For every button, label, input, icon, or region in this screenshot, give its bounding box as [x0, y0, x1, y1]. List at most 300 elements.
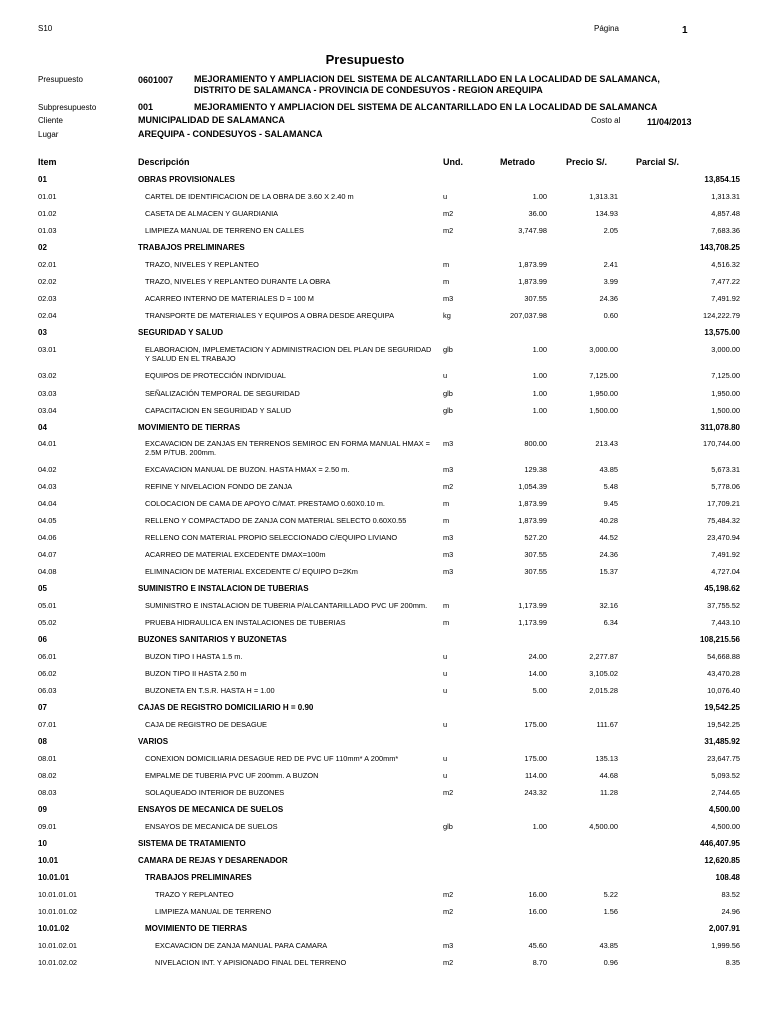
- parcial-cell: 1,500.00: [711, 406, 740, 415]
- unit-cell: u: [443, 754, 448, 763]
- parcial-cell: 8.35: [725, 958, 740, 967]
- table-row: [0, 260, 768, 277]
- unit-cell: [443, 423, 498, 439]
- precio-cell: 213.43: [595, 439, 618, 448]
- presupuesto-description: MEJORAMIENTO Y AMPLIACION DEL SISTEMA DE ALCANTARILLADO EN LA LOCALIDAD DE SALAMANCA, DISTRITO DE SALAMANCA - PROVINCIA DE CONDESUYOS - REGION AREQUIPA: [194, 74, 660, 95]
- precio-cell: 24.36: [599, 294, 618, 303]
- description-cell: EXCAVACION DE ZANJAS EN TERRENOS SEMIROC EN FORMA MANUAL HMAX = 2.5M P/TUB. 200mm.: [145, 439, 430, 457]
- metrado-cell: 45.60: [528, 941, 547, 950]
- description-cell: ELABORACION, IMPLEMETACION Y ADMINISTRACION DEL PLAN DE SEGURIDAD Y SALUD EN EL TRABAJO: [145, 345, 432, 363]
- metrado-cell: 1.00: [532, 822, 547, 831]
- metrado-cell: [498, 703, 547, 720]
- precio-cell: 1,313.31: [589, 192, 618, 201]
- parcial-cell: 5,673.31: [711, 465, 740, 474]
- section-row: [0, 873, 768, 890]
- metrado-cell: 1,873.99: [518, 260, 547, 269]
- precio-cell: [547, 635, 618, 652]
- unit-cell: m: [443, 277, 450, 286]
- table-row: [0, 890, 768, 907]
- unit-cell: [443, 873, 498, 890]
- unit-cell: m3: [443, 294, 454, 303]
- item-cell: 10.01.02.02: [38, 958, 78, 967]
- unit-cell: u: [443, 371, 448, 380]
- description-cell: EMPALME DE TUBERIA PVC UF 200mm. A BUZON: [145, 771, 319, 780]
- unit-cell: u: [443, 720, 448, 729]
- unit-cell: u: [443, 669, 448, 678]
- parcial-cell: 24.96: [721, 907, 740, 916]
- metrado-cell: [498, 839, 547, 856]
- precio-cell: 15.37: [599, 567, 618, 576]
- parcial-cell: 12,620.85: [704, 856, 740, 865]
- precio-cell: 2,277.87: [589, 652, 618, 661]
- description-cell: CAPACITACION EN SEGURIDAD Y SALUD: [145, 406, 292, 415]
- parcial-cell: 45,198.62: [704, 584, 740, 593]
- lugar-label: Lugar: [38, 130, 59, 139]
- parcial-cell: 4,500.00: [711, 822, 740, 831]
- unit-cell: m2: [443, 788, 454, 797]
- table-row: [0, 294, 768, 311]
- description-cell: EXCAVACION DE ZANJA MANUAL PARA CAMARA: [155, 941, 328, 950]
- table-row: [0, 788, 768, 805]
- description-cell: ACARREO INTERNO DE MATERIALES D = 100 M: [145, 294, 314, 303]
- section-row: [0, 924, 768, 941]
- metrado-cell: 307.55: [524, 567, 547, 576]
- precio-cell: 4,500.00: [589, 822, 618, 831]
- metrado-cell: 16.00: [528, 907, 547, 916]
- parcial-cell: 54,668.88: [707, 652, 740, 661]
- unit-cell: [443, 328, 498, 345]
- precio-cell: 9.45: [603, 499, 618, 508]
- cliente-value: MUNICIPALIDAD DE SALAMANCA: [138, 115, 285, 125]
- precio-cell: [547, 423, 618, 439]
- metrado-cell: 3,747.98: [518, 226, 547, 235]
- metrado-cell: 1.00: [532, 192, 547, 201]
- item-cell: 10: [38, 839, 47, 848]
- unit-cell: [443, 924, 498, 941]
- description-cell: REFINE Y NIVELACION FONDO DE ZANJA: [145, 482, 293, 491]
- description-cell: SOLAQUEADO INTERIOR DE BUZONES: [145, 788, 285, 797]
- precio-cell: 1,500.00: [589, 406, 618, 415]
- precio-cell: 3.99: [603, 277, 618, 286]
- item-cell: 10.01.02: [38, 924, 70, 933]
- parcial-cell: 37,755.52: [707, 601, 740, 610]
- subpresupuesto-description: MEJORAMIENTO Y AMPLIACION DEL SISTEMA DE ALCANTARILLADO EN LA LOCALIDAD DE SALAMANCA: [194, 102, 658, 112]
- table-row: [0, 516, 768, 533]
- parcial-cell: 83.52: [721, 890, 740, 899]
- precio-cell: 1,950.00: [589, 389, 618, 398]
- section-row: [0, 737, 768, 754]
- table-row: [0, 601, 768, 618]
- description-cell: CASETA DE ALMACEN Y GUARDIANIA: [145, 209, 279, 218]
- metrado-cell: 14.00: [528, 669, 547, 678]
- parcial-cell: 1,313.31: [711, 192, 740, 201]
- metrado-cell: 175.00: [524, 720, 547, 729]
- metrado-cell: [498, 873, 547, 890]
- precio-cell: 1.56: [603, 907, 618, 916]
- unit-cell: glb: [443, 822, 453, 831]
- metrado-cell: 1.00: [532, 371, 547, 380]
- metrado-cell: [498, 175, 547, 192]
- unit-cell: m3: [443, 439, 454, 448]
- parcial-cell: 23,647.75: [707, 754, 740, 763]
- column-header-precio: Precio S/.: [566, 157, 608, 167]
- table-row: [0, 209, 768, 226]
- description-cell: LIMPIEZA MANUAL DE TERRENO: [155, 907, 272, 916]
- precio-cell: 24.36: [599, 550, 618, 559]
- metrado-cell: 243.32: [524, 788, 547, 797]
- metrado-cell: 1,054.39: [518, 482, 547, 491]
- item-cell: 02.04: [38, 311, 57, 320]
- item-cell: 02.01: [38, 260, 57, 269]
- item-cell: 01.01: [38, 192, 57, 201]
- metrado-cell: 800.00: [524, 439, 547, 448]
- metrado-cell: 175.00: [524, 754, 547, 763]
- description-cell: SEÑALIZACIÓN TEMPORAL DE SEGURIDAD: [145, 389, 300, 398]
- parcial-cell: 446,407.95: [699, 839, 740, 848]
- unit-cell: [443, 737, 498, 754]
- description-cell: TRABAJOS PRELIMINARES: [145, 873, 252, 882]
- item-cell: 04.03: [38, 482, 57, 491]
- metrado-cell: 1,173.99: [518, 618, 547, 627]
- description-cell: RELLENO Y COMPACTADO DE ZANJA CON MATERIAL SELECTO 0.60X0.55: [145, 516, 407, 525]
- table-row: [0, 311, 768, 328]
- section-row: [0, 243, 768, 260]
- item-cell: 09: [38, 805, 47, 814]
- metrado-cell: [498, 737, 547, 754]
- page-label: Página: [594, 24, 619, 33]
- parcial-cell: 23,470.94: [707, 533, 740, 542]
- parcial-cell: 1,999.56: [711, 941, 740, 950]
- item-cell: 08.01: [38, 754, 57, 763]
- unit-cell: kg: [443, 311, 451, 320]
- section-row: [0, 856, 768, 873]
- column-header-item: Item: [38, 157, 57, 167]
- unit-cell: u: [443, 686, 448, 695]
- presupuesto-code: 0601007: [138, 75, 174, 85]
- presupuesto-label: Presupuesto: [38, 75, 83, 84]
- unit-cell: [443, 175, 498, 192]
- parcial-cell: 143,708.25: [699, 243, 740, 252]
- parcial-cell: 10,076.40: [707, 686, 740, 695]
- metrado-cell: [498, 423, 547, 439]
- metrado-cell: 1.00: [532, 389, 547, 398]
- metrado-cell: 527.20: [524, 533, 547, 542]
- precio-cell: 0.60: [603, 311, 618, 320]
- table-row: [0, 533, 768, 550]
- unit-cell: m3: [443, 533, 454, 542]
- item-cell: 08: [38, 737, 47, 746]
- unit-cell: m: [443, 601, 450, 610]
- section-row: [0, 584, 768, 601]
- metrado-cell: 114.00: [524, 771, 547, 780]
- item-cell: 04.01: [38, 439, 57, 448]
- description-cell: BUZONETA EN T.S.R. HASTA H = 1.00: [145, 686, 275, 695]
- column-header-description: Descripción: [138, 157, 190, 167]
- precio-cell: 6.34: [603, 618, 618, 627]
- precio-cell: 3,000.00: [589, 345, 618, 354]
- precio-cell: [547, 856, 618, 873]
- item-cell: 10.01: [38, 856, 59, 865]
- costo-date: 11/04/2013: [647, 117, 692, 127]
- table-row: [0, 618, 768, 635]
- unit-cell: m3: [443, 550, 454, 559]
- table-row: [0, 439, 768, 465]
- item-cell: 09.01: [38, 822, 57, 831]
- unit-cell: m3: [443, 567, 454, 576]
- metrado-cell: 1,873.99: [518, 499, 547, 508]
- unit-cell: [443, 839, 498, 856]
- budget-table-body: [0, 175, 768, 975]
- parcial-cell: 1,950.00: [711, 389, 740, 398]
- item-cell: 06.03: [38, 686, 57, 695]
- page-number: 1: [682, 25, 688, 36]
- parcial-cell: 2,007.91: [708, 924, 740, 933]
- precio-cell: 2,015.28: [589, 686, 618, 695]
- description-cell: BUZON TIPO I HASTA 1.5 m.: [145, 652, 243, 661]
- item-cell: 10.01.02.01: [38, 941, 78, 950]
- metrado-cell: [498, 328, 547, 345]
- precio-cell: 40.28: [599, 516, 618, 525]
- description-cell: TRAZO Y REPLANTEO: [155, 890, 234, 899]
- metrado-cell: [498, 243, 547, 260]
- parcial-cell: 19,542.25: [704, 703, 740, 712]
- item-cell: 04.08: [38, 567, 57, 576]
- table-row: [0, 371, 768, 389]
- precio-cell: [547, 243, 618, 260]
- budget-table: [0, 175, 768, 975]
- table-row: [0, 771, 768, 788]
- item-cell: 01.03: [38, 226, 57, 235]
- description-cell: TRANSPORTE DE MATERIALES Y EQUIPOS A OBRA DESDE AREQUIPA: [145, 311, 395, 320]
- parcial-cell: 170,744.00: [703, 439, 740, 448]
- parcial-cell: 31,485.92: [704, 737, 740, 746]
- unit-cell: u: [443, 652, 448, 661]
- cliente-label: Cliente: [38, 116, 63, 125]
- unit-cell: m: [443, 499, 450, 508]
- precio-cell: 0.96: [603, 958, 618, 967]
- unit-cell: m: [443, 618, 450, 627]
- metrado-cell: 307.55: [524, 550, 547, 559]
- parcial-cell: 17,709.21: [707, 499, 740, 508]
- item-cell: 01: [38, 175, 47, 184]
- precio-cell: [547, 924, 618, 941]
- parcial-cell: 4,857.48: [711, 209, 740, 218]
- unit-cell: u: [443, 771, 448, 780]
- precio-cell: 43.85: [599, 941, 618, 950]
- unit-cell: m: [443, 516, 450, 525]
- description-cell: SUMINISTRO E INSTALACION DE TUBERIA P/ALCANTARILLADO PVC UF 200mm.: [145, 601, 428, 610]
- description-cell: BUZONES SANITARIOS Y BUZONETAS: [138, 635, 287, 644]
- item-cell: 06.01: [38, 652, 57, 661]
- description-cell: CARTEL DE IDENTIFICACION DE LA OBRA DE 3.60 X 2.40 m: [145, 192, 354, 201]
- unit-cell: [443, 584, 498, 601]
- metrado-cell: [498, 856, 547, 873]
- description-cell: CONEXION DOMICILIARIA DESAGUE RED DE PVC UF 110mm* A 200mm*: [145, 754, 399, 763]
- description-cell: CAJA DE REGISTRO DE DESAGUE: [145, 720, 267, 729]
- unit-cell: m3: [443, 465, 454, 474]
- item-cell: 04.05: [38, 516, 57, 525]
- table-row: [0, 345, 768, 371]
- unit-cell: m: [443, 260, 450, 269]
- parcial-cell: 43,470.28: [707, 669, 740, 678]
- costo-label: Costo al: [591, 116, 621, 125]
- metrado-cell: 1,873.99: [518, 277, 547, 286]
- table-row: [0, 686, 768, 703]
- metrado-cell: [498, 635, 547, 652]
- description-cell: EXCAVACION MANUAL DE BUZON. HASTA HMAX = 2.50 m.: [145, 465, 350, 474]
- description-cell: ENSAYOS DE MECANICA DE SUELOS: [138, 805, 284, 814]
- parcial-cell: 13,575.00: [704, 328, 740, 337]
- precio-cell: 32.16: [599, 601, 618, 610]
- section-row: [0, 703, 768, 720]
- unit-cell: [443, 856, 498, 873]
- precio-cell: 111.67: [596, 720, 618, 729]
- item-cell: 04.02: [38, 465, 57, 474]
- item-cell: 04.07: [38, 550, 57, 559]
- item-cell: 07.01: [38, 720, 57, 729]
- description-cell: MOVIMIENTO DE TIERRAS: [138, 423, 241, 432]
- parcial-cell: 108.48: [715, 873, 740, 882]
- metrado-cell: 307.55: [524, 294, 547, 303]
- precio-cell: 43.85: [599, 465, 618, 474]
- parcial-cell: 311,078.80: [700, 423, 740, 432]
- lugar-value: AREQUIPA - CONDESUYOS - SALAMANCA: [138, 129, 323, 139]
- description-cell: TRABAJOS PRELIMINARES: [138, 243, 245, 252]
- precio-cell: 3,105.02: [589, 669, 618, 678]
- item-cell: 03.04: [38, 406, 57, 415]
- section-row: [0, 805, 768, 822]
- item-cell: 10.01.01.02: [38, 907, 78, 916]
- precio-cell: 44.68: [599, 771, 618, 780]
- parcial-cell: 13,854.15: [704, 175, 740, 184]
- precio-cell: 134.93: [595, 209, 618, 218]
- precio-cell: 7,125.00: [589, 371, 618, 380]
- item-cell: 03.01: [38, 345, 57, 354]
- description-cell: NIVELACION INT. Y APISIONADO FINAL DEL TERRENO: [155, 958, 347, 967]
- table-row: [0, 482, 768, 499]
- parcial-cell: 3,000.00: [711, 345, 740, 354]
- metrado-cell: 24.00: [528, 652, 547, 661]
- precio-cell: 135.13: [595, 754, 618, 763]
- item-cell: 04.04: [38, 499, 57, 508]
- metrado-cell: 129.38: [524, 465, 547, 474]
- table-row: [0, 567, 768, 584]
- parcial-cell: 108,215.56: [699, 635, 740, 644]
- precio-cell: [547, 703, 618, 720]
- metrado-cell: 5.00: [532, 686, 547, 695]
- precio-cell: [547, 737, 618, 754]
- metrado-cell: 1,173.99: [518, 601, 547, 610]
- description-cell: TRAZO, NIVELES Y REPLANTEO DURANTE LA OBRA: [145, 277, 331, 286]
- parcial-cell: 19,542.25: [707, 720, 740, 729]
- table-row: [0, 822, 768, 839]
- section-row: [0, 423, 768, 439]
- description-cell: SUMINISTRO E INSTALACION DE TUBERIAS: [138, 584, 309, 593]
- parcial-cell: 7,683.36: [711, 226, 740, 235]
- table-row: [0, 226, 768, 243]
- metrado-cell: [498, 805, 547, 822]
- unit-cell: glb: [443, 406, 453, 415]
- metrado-cell: [498, 924, 547, 941]
- metrado-cell: 8.70: [532, 958, 547, 967]
- parcial-cell: 4,500.00: [708, 805, 740, 814]
- item-cell: 03.03: [38, 389, 57, 398]
- parcial-cell: 5,093.52: [711, 771, 740, 780]
- metrado-cell: [498, 584, 547, 601]
- precio-cell: [547, 584, 618, 601]
- item-cell: 08.02: [38, 771, 57, 780]
- parcial-cell: 7,491.92: [711, 294, 740, 303]
- item-cell: 06: [38, 635, 47, 644]
- description-cell: BUZON TIPO II HASTA 2.50 m: [145, 669, 247, 678]
- description-cell: CAMARA DE REJAS Y DESARENADOR: [138, 856, 288, 865]
- description-cell: SISTEMA DE TRATAMIENTO: [138, 839, 246, 848]
- description-cell: LIMPIEZA MANUAL DE TERRENO EN CALLES: [145, 226, 304, 235]
- description-cell: CAJAS DE REGISTRO DOMICILIARIO H = 0.90: [138, 703, 314, 712]
- page-title: Presupuesto: [325, 52, 405, 67]
- item-cell: 05: [38, 584, 47, 593]
- precio-cell: [547, 873, 618, 890]
- precio-cell: 5.22: [603, 890, 618, 899]
- parcial-cell: 124,222.79: [703, 311, 740, 320]
- item-cell: 10.01.01.01: [38, 890, 78, 899]
- subpresupuesto-label: Subpresupuesto: [38, 103, 97, 112]
- precio-cell: 11.28: [600, 788, 618, 797]
- item-cell: 02: [38, 243, 47, 252]
- unit-cell: m2: [443, 226, 454, 235]
- description-cell: SEGURIDAD Y SALUD: [138, 328, 224, 337]
- precio-cell: 2.41: [603, 260, 618, 269]
- parcial-cell: 2,744.65: [711, 788, 740, 797]
- parcial-cell: 75,484.32: [707, 516, 740, 525]
- precio-cell: 5.48: [603, 482, 618, 491]
- precio-cell: [547, 839, 618, 856]
- parcial-cell: 4,727.04: [711, 567, 740, 576]
- unit-cell: [443, 703, 498, 720]
- unit-cell: [443, 805, 498, 822]
- metrado-cell: 36.00: [528, 209, 547, 218]
- unit-cell: m2: [443, 482, 454, 491]
- item-cell: 02.03: [38, 294, 57, 303]
- table-row: [0, 499, 768, 516]
- unit-cell: m3: [443, 941, 454, 950]
- item-cell: 03.02: [38, 371, 57, 380]
- precio-cell: 44.52: [599, 533, 618, 542]
- unit-cell: glb: [443, 389, 453, 398]
- metrado-cell: 16.00: [528, 890, 547, 899]
- table-row: [0, 907, 768, 924]
- parcial-cell: 4,516.32: [711, 260, 740, 269]
- parcial-cell: 7,491.92: [711, 550, 740, 559]
- description-cell: OBRAS PROVISIONALES: [138, 175, 235, 184]
- description-cell: ACARREO DE MATERIAL EXCEDENTE DMAX=100m: [145, 550, 326, 559]
- item-cell: 03: [38, 328, 47, 337]
- description-cell: PRUEBA HIDRAULICA EN INSTALACIONES DE TUBERIAS: [145, 618, 346, 627]
- section-row: [0, 175, 768, 192]
- item-cell: 08.03: [38, 788, 57, 797]
- description-cell: COLOCACION DE CAMA DE APOYO C/MAT. PRESTAMO 0.60X0.10 m.: [145, 499, 385, 508]
- metrado-cell: 207,037.98: [510, 311, 547, 320]
- item-cell: 05.01: [38, 601, 57, 610]
- unit-cell: u: [443, 192, 448, 201]
- item-cell: 02.02: [38, 277, 57, 286]
- item-cell: 07: [38, 703, 47, 712]
- report-code: S10: [38, 24, 53, 33]
- description-cell: RELLENO CON MATERIAL PROPIO SELECCIONADO C/EQUIPO LIVIANO: [145, 533, 398, 542]
- unit-cell: m2: [443, 890, 454, 899]
- table-row: [0, 192, 768, 209]
- precio-cell: [547, 328, 618, 345]
